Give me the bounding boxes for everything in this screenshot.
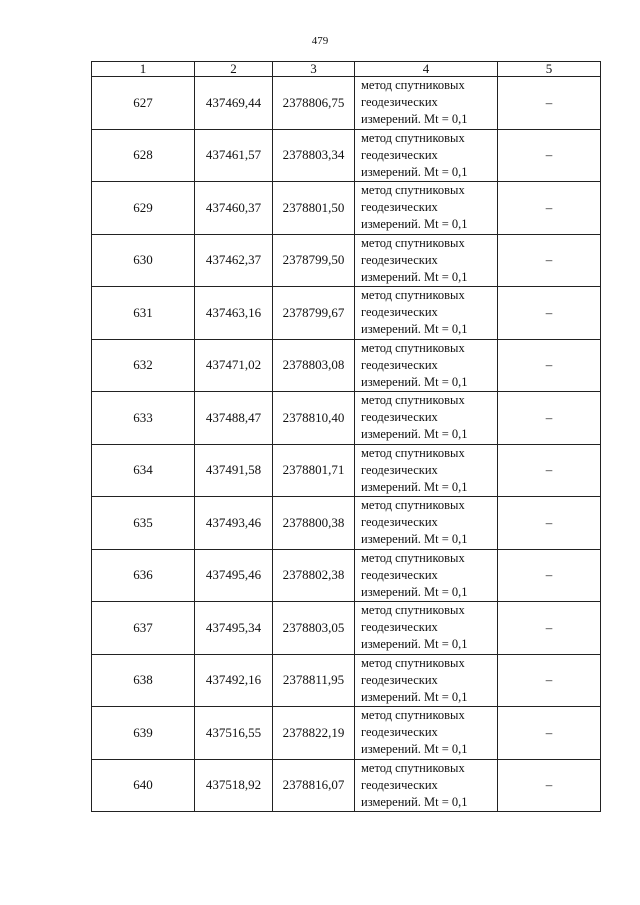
y-coordinate-cell: 2378822,19 [273, 707, 355, 760]
method-text-line: геодезических [361, 567, 438, 582]
method-text-line: геодезических [361, 147, 438, 162]
point-number-cell: 633 [92, 392, 195, 445]
table-row [92, 234, 601, 287]
table-body [92, 77, 601, 812]
x-coordinate-cell: 437493,46 [195, 497, 273, 550]
note-cell: – [498, 759, 601, 812]
method-text-line: геодезических [361, 515, 438, 530]
method-cell [355, 549, 498, 602]
page-number: 479 [311, 35, 329, 47]
method-cell [355, 287, 498, 340]
note-cell: – [498, 549, 601, 602]
method-text-line: измерений. Mt = 0,1 [361, 637, 468, 652]
method-text-line: метод спутниковых [361, 340, 465, 355]
y-coordinate-cell: 2378801,71 [273, 444, 355, 497]
note-cell: – [498, 77, 601, 130]
method-text-line: геодезических [361, 305, 438, 320]
method-cell [355, 77, 498, 130]
method-text-line: метод спутниковых [361, 550, 465, 565]
x-coordinate-cell: 437516,55 [195, 707, 273, 760]
point-number-cell: 632 [92, 339, 195, 392]
method-cell [355, 129, 498, 182]
table-row [92, 339, 601, 392]
method-cell [355, 707, 498, 760]
method-text-line: геодезических [361, 620, 438, 635]
method-text-line: измерений. Mt = 0,1 [361, 427, 468, 442]
y-coordinate-cell: 2378800,38 [273, 497, 355, 550]
method-text-line: метод спутниковых [361, 603, 465, 618]
method-text-line: измерений. Mt = 0,1 [361, 112, 468, 127]
method-cell [355, 654, 498, 707]
method-text-line: геодезических [361, 357, 438, 372]
table-header [92, 62, 601, 77]
point-number-cell: 640 [92, 759, 195, 812]
method-cell [355, 234, 498, 287]
method-cell [355, 602, 498, 655]
method-text-line: метод спутниковых [361, 288, 465, 303]
x-coordinate-cell: 437463,16 [195, 287, 273, 340]
point-number-cell: 629 [92, 182, 195, 235]
method-text-line: измерений. Mt = 0,1 [361, 584, 468, 599]
table-row [92, 77, 601, 130]
note-cell: – [498, 287, 601, 340]
method-text-line: метод спутниковых [361, 498, 465, 513]
method-cell [355, 392, 498, 445]
table-row [92, 182, 601, 235]
x-coordinate-cell: 437518,92 [195, 759, 273, 812]
table-row [92, 392, 601, 445]
note-cell: – [498, 444, 601, 497]
note-cell: – [498, 654, 601, 707]
point-number-cell: 630 [92, 234, 195, 287]
note-cell: – [498, 129, 601, 182]
table-row [92, 129, 601, 182]
method-text-line: измерений. Mt = 0,1 [361, 269, 468, 284]
point-number-cell: 638 [92, 654, 195, 707]
method-cell [355, 444, 498, 497]
y-coordinate-cell: 2378802,38 [273, 549, 355, 602]
table-row [92, 444, 601, 497]
x-coordinate-cell: 437491,58 [195, 444, 273, 497]
method-text-line: метод спутниковых [361, 78, 465, 93]
method-text-line: измерений. Mt = 0,1 [361, 532, 468, 547]
y-coordinate-cell: 2378799,50 [273, 234, 355, 287]
table-row [92, 287, 601, 340]
point-number-cell: 637 [92, 602, 195, 655]
method-cell [355, 339, 498, 392]
y-coordinate-cell: 2378799,67 [273, 287, 355, 340]
y-coordinate-cell: 2378816,07 [273, 759, 355, 812]
method-text-line: метод спутниковых [361, 445, 465, 460]
method-text-line: измерений. Mt = 0,1 [361, 164, 468, 179]
y-coordinate-cell: 2378803,08 [273, 339, 355, 392]
point-number-cell: 634 [92, 444, 195, 497]
coordinates-table [91, 61, 601, 812]
x-coordinate-cell: 437462,37 [195, 234, 273, 287]
x-coordinate-cell: 437471,02 [195, 339, 273, 392]
point-number-cell: 631 [92, 287, 195, 340]
point-number-cell: 628 [92, 129, 195, 182]
method-text-line: измерений. Mt = 0,1 [361, 217, 468, 232]
method-text-line: геодезических [361, 777, 438, 792]
note-cell: – [498, 602, 601, 655]
method-text-line: геодезических [361, 95, 438, 110]
method-text-line: измерений. Mt = 0,1 [361, 794, 468, 809]
column-header-3: 3 [273, 62, 355, 77]
y-coordinate-cell: 2378810,40 [273, 392, 355, 445]
table-row [92, 707, 601, 760]
note-cell: – [498, 182, 601, 235]
method-text-line: метод спутниковых [361, 708, 465, 723]
method-text-line: измерений. Mt = 0,1 [361, 322, 468, 337]
method-text-line: геодезических [361, 200, 438, 215]
method-cell [355, 182, 498, 235]
column-header-1: 1 [92, 62, 195, 77]
note-cell: – [498, 234, 601, 287]
method-text-line: геодезических [361, 672, 438, 687]
method-text-line: метод спутниковых [361, 130, 465, 145]
method-text-line: измерений. Mt = 0,1 [361, 742, 468, 757]
note-cell: – [498, 497, 601, 550]
method-text-line: метод спутниковых [361, 183, 465, 198]
point-number-cell: 639 [92, 707, 195, 760]
table-row [92, 759, 601, 812]
method-cell [355, 497, 498, 550]
method-text-line: измерений. Mt = 0,1 [361, 374, 468, 389]
y-coordinate-cell: 2378806,75 [273, 77, 355, 130]
note-cell: – [498, 339, 601, 392]
method-text-line: метод спутниковых [361, 655, 465, 670]
y-coordinate-cell: 2378803,05 [273, 602, 355, 655]
y-coordinate-cell: 2378811,95 [273, 654, 355, 707]
method-text-line: измерений. Mt = 0,1 [361, 479, 468, 494]
x-coordinate-cell: 437495,34 [195, 602, 273, 655]
y-coordinate-cell: 2378803,34 [273, 129, 355, 182]
point-number-cell: 636 [92, 549, 195, 602]
x-coordinate-cell: 437488,47 [195, 392, 273, 445]
method-text-line: метод спутниковых [361, 393, 465, 408]
method-text-line: геодезических [361, 725, 438, 740]
x-coordinate-cell: 437469,44 [195, 77, 273, 130]
x-coordinate-cell: 437460,37 [195, 182, 273, 235]
table-row [92, 602, 601, 655]
table-row [92, 654, 601, 707]
method-text-line: геодезических [361, 462, 438, 477]
method-cell [355, 759, 498, 812]
note-cell: – [498, 707, 601, 760]
method-text-line: геодезических [361, 410, 438, 425]
table-row [92, 549, 601, 602]
column-header-4: 4 [355, 62, 498, 77]
x-coordinate-cell: 437492,16 [195, 654, 273, 707]
point-number-cell: 627 [92, 77, 195, 130]
x-coordinate-cell: 437495,46 [195, 549, 273, 602]
column-header-5: 5 [498, 62, 601, 77]
y-coordinate-cell: 2378801,50 [273, 182, 355, 235]
method-text-line: измерений. Mt = 0,1 [361, 689, 468, 704]
point-number-cell: 635 [92, 497, 195, 550]
table-row [92, 497, 601, 550]
column-header-2: 2 [195, 62, 273, 77]
note-cell: – [498, 392, 601, 445]
method-text-line: геодезических [361, 252, 438, 267]
header-row [92, 62, 601, 77]
method-text-line: метод спутниковых [361, 760, 465, 775]
method-text-line: метод спутниковых [361, 235, 465, 250]
x-coordinate-cell: 437461,57 [195, 129, 273, 182]
